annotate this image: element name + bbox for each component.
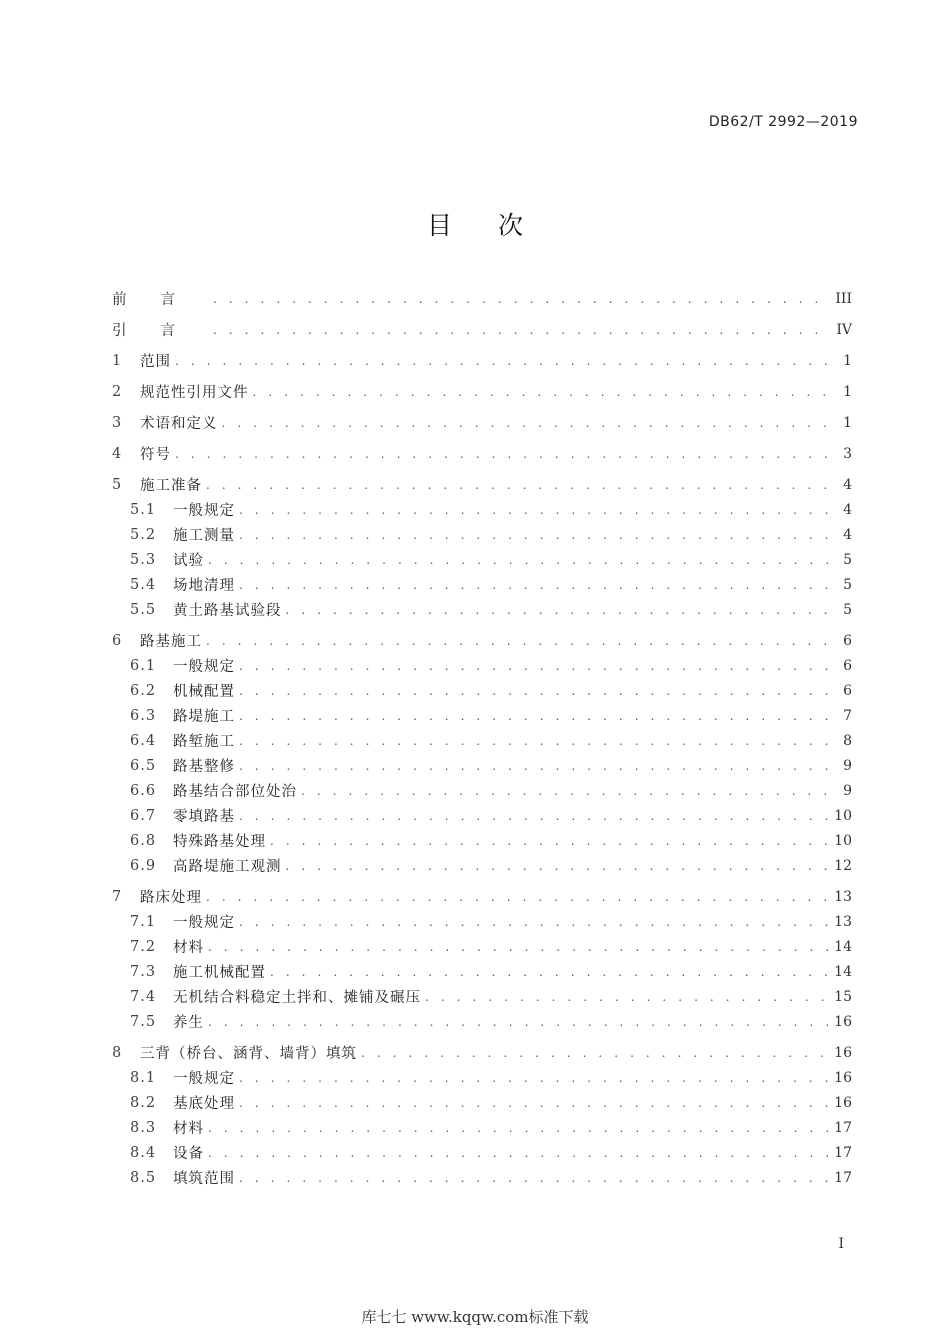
toc-entry-label: 零填路基 (173, 809, 235, 825)
toc-entry-label: 路床处理 (140, 890, 202, 906)
toc-entry[interactable] (112, 286, 852, 311)
toc-entry[interactable] (112, 909, 852, 934)
toc-leader-dots (239, 1171, 828, 1185)
toc-entry[interactable] (112, 828, 852, 853)
toc-entry-page: 9 (843, 782, 852, 799)
toc-leader-dots (301, 784, 830, 798)
toc-entry-number: 7.3 (130, 963, 157, 980)
toc-entry-page: 4 (843, 526, 852, 543)
toc-entry-page: 16 (834, 1044, 852, 1061)
toc-entry-label: 路基整修 (173, 759, 235, 775)
toc-entry-page: 14 (834, 938, 852, 955)
toc-leader-dots (239, 684, 830, 698)
toc-entry-page: 5 (843, 551, 852, 568)
toc-entry[interactable] (112, 547, 852, 572)
toc-entry-page: 5 (843, 576, 852, 593)
toc-entry-label: 前言 (112, 292, 209, 308)
toc-entry-page: 3 (843, 445, 852, 462)
toc-entry[interactable] (112, 1065, 852, 1090)
toc-entry-label: 规范性引用文件 (140, 385, 249, 401)
toc-leader-dots (253, 385, 831, 399)
toc-entry-page: 6 (843, 632, 852, 649)
toc-entry-page: 12 (834, 857, 852, 874)
toc-entry-label: 一般规定 (173, 1071, 235, 1087)
toc-entry[interactable] (112, 497, 852, 522)
toc-entry-page: III (835, 290, 852, 307)
toc-entry-page: 13 (834, 913, 852, 930)
toc-leader-dots (239, 915, 828, 929)
toc-entry-label: 术语和定义 (140, 416, 218, 432)
toc-leader-dots (361, 1046, 828, 1060)
toc-leader-dots (239, 578, 830, 592)
toc-entry[interactable] (112, 597, 852, 622)
toc-leader-dots (239, 1096, 828, 1110)
toc-entry-page: 10 (834, 832, 852, 849)
toc-leader-dots (239, 809, 828, 823)
toc-entry-number: 5 (112, 476, 122, 493)
toc-leader-dots (175, 447, 830, 461)
toc-entry[interactable] (112, 728, 852, 753)
toc-entry-page: 8 (843, 732, 852, 749)
toc-entry[interactable] (112, 1140, 852, 1165)
toc-entry[interactable] (112, 522, 852, 547)
toc-entry-label: 设备 (173, 1146, 204, 1162)
toc-leader-dots (213, 323, 830, 337)
toc-leader-dots (239, 503, 830, 517)
toc-entry-number: 5.4 (130, 576, 157, 593)
toc-entry-page: 7 (843, 707, 852, 724)
toc-leader-dots (208, 553, 830, 567)
toc-entry-page: 16 (834, 1094, 852, 1111)
toc-entry-number: 2 (112, 383, 122, 400)
toc-entry[interactable] (112, 472, 852, 497)
toc-entry-label: 填筑范围 (173, 1171, 235, 1187)
table-of-contents (112, 286, 852, 1190)
toc-entry[interactable] (112, 778, 852, 803)
toc-entry-number: 8 (112, 1044, 122, 1061)
toc-leader-dots (208, 1146, 828, 1160)
toc-entry-label: 黄土路基试验段 (173, 603, 282, 619)
toc-leader-dots (208, 1015, 828, 1029)
toc-entry-label: 路堑施工 (173, 734, 235, 750)
toc-entry-label: 范围 (140, 354, 171, 370)
toc-entry[interactable] (112, 317, 852, 342)
toc-entry-page: 15 (834, 988, 852, 1005)
toc-leader-dots (239, 759, 830, 773)
toc-entry[interactable] (112, 803, 852, 828)
toc-entry-page: 4 (843, 476, 852, 493)
toc-entry-number: 6.7 (130, 807, 157, 824)
toc-leader-dots (208, 1121, 828, 1135)
toc-entry-label: 特殊路基处理 (173, 834, 266, 850)
toc-entry-number: 6.6 (130, 782, 157, 799)
toc-entry-number: 8.4 (130, 1144, 157, 1161)
toc-leader-dots (206, 634, 830, 648)
toc-entry[interactable] (112, 441, 852, 466)
toc-entry-label: 施工测量 (173, 528, 235, 544)
toc-entry-page: 17 (834, 1144, 852, 1161)
toc-entry-label: 养生 (173, 1015, 204, 1031)
toc-entry-page: 6 (843, 682, 852, 699)
toc-entry-number: 6.4 (130, 732, 157, 749)
toc-leader-dots (270, 834, 828, 848)
toc-entry[interactable] (112, 884, 852, 909)
toc-entry[interactable] (112, 753, 852, 778)
toc-entry-label: 试验 (173, 553, 204, 569)
toc-entry[interactable] (112, 1115, 852, 1140)
toc-entry[interactable] (112, 1009, 852, 1034)
toc-entry-label: 场地清理 (173, 578, 235, 594)
toc-entry[interactable] (112, 1090, 852, 1115)
toc-entry-number: 1 (112, 352, 122, 369)
toc-entry-number: 6.3 (130, 707, 157, 724)
toc-entry[interactable] (112, 653, 852, 678)
toc-entry-page: 9 (843, 757, 852, 774)
toc-entry[interactable] (112, 703, 852, 728)
toc-entry-number: 7.4 (130, 988, 157, 1005)
toc-leader-dots (239, 528, 830, 542)
toc-entry-page: 4 (843, 501, 852, 518)
toc-entry-number: 6.5 (130, 757, 157, 774)
toc-entry-number: 6.1 (130, 657, 157, 674)
toc-entry[interactable] (112, 348, 852, 373)
toc-entry-number: 7.5 (130, 1013, 157, 1030)
toc-entry-label: 引言 (112, 323, 209, 339)
toc-entry-number: 6.9 (130, 857, 157, 874)
toc-entry-number: 8.5 (130, 1169, 157, 1186)
toc-entry-label: 一般规定 (173, 915, 235, 931)
toc-entry[interactable] (112, 934, 852, 959)
page-number: I (838, 1236, 844, 1252)
toc-entry[interactable] (112, 959, 852, 984)
toc-leader-dots (222, 416, 831, 430)
document-code: DB62/T 2992—2019 (708, 114, 858, 130)
toc-leader-dots (425, 990, 828, 1004)
toc-entry[interactable] (112, 984, 852, 1009)
toc-entry-number: 8.1 (130, 1069, 157, 1086)
toc-entry-number: 8.2 (130, 1094, 157, 1111)
toc-leader-dots (239, 1071, 828, 1085)
toc-leader-dots (175, 354, 830, 368)
toc-entry-label: 符号 (140, 447, 171, 463)
toc-entry-page: 13 (834, 888, 852, 905)
toc-entry-page: 1 (843, 352, 852, 369)
toc-entry[interactable] (112, 678, 852, 703)
toc-entry-number: 5.3 (130, 551, 157, 568)
toc-leader-dots (206, 890, 828, 904)
toc-leader-dots (286, 859, 829, 873)
toc-entry-label: 路堤施工 (173, 709, 235, 725)
toc-leader-dots (239, 709, 830, 723)
toc-entry-label: 路基施工 (140, 634, 202, 650)
toc-entry-label: 高路堤施工观测 (173, 859, 282, 875)
toc-entry-label: 一般规定 (173, 503, 235, 519)
toc-entry-number: 6 (112, 632, 122, 649)
toc-leader-dots (286, 603, 831, 617)
toc-entry-label: 施工准备 (140, 478, 202, 494)
toc-entry-number: 7.1 (130, 913, 157, 930)
toc-entry-page: 1 (843, 383, 852, 400)
toc-entry-label: 路基结合部位处治 (173, 784, 297, 800)
toc-entry-page: 10 (834, 807, 852, 824)
toc-entry-label: 施工机械配置 (173, 965, 266, 981)
toc-entry-label: 材料 (173, 940, 204, 956)
toc-leader-dots (270, 965, 828, 979)
page-title: 目次 (426, 211, 569, 240)
toc-entry-number: 6.2 (130, 682, 157, 699)
toc-entry-label: 基底处理 (173, 1096, 235, 1112)
toc-entry-label: 三背（桥台、涵背、墙背）填筑 (140, 1046, 357, 1062)
toc-entry[interactable] (112, 853, 852, 878)
toc-entry[interactable] (112, 572, 852, 597)
toc-entry-page: 5 (843, 601, 852, 618)
toc-entry[interactable] (112, 410, 852, 435)
toc-entry[interactable] (112, 1165, 852, 1190)
toc-entry-page: 17 (834, 1169, 852, 1186)
toc-leader-dots (206, 478, 830, 492)
toc-entry-page: 17 (834, 1119, 852, 1136)
toc-entry-label: 无机结合料稳定土拌和、摊铺及碾压 (173, 990, 421, 1006)
toc-entry-number: 5.1 (130, 501, 157, 518)
toc-leader-dots (208, 940, 828, 954)
toc-leader-dots (213, 292, 829, 306)
toc-entry-label: 一般规定 (173, 659, 235, 675)
toc-entry[interactable] (112, 379, 852, 404)
toc-entry-page: 1 (843, 414, 852, 431)
toc-entry-number: 5.5 (130, 601, 157, 618)
toc-entry-page: 16 (834, 1013, 852, 1030)
toc-leader-dots (239, 734, 830, 748)
toc-entry-number: 7.2 (130, 938, 157, 955)
watermark-text: 库七七 www.kqqw.com标准下载 (361, 1308, 589, 1326)
toc-entry-number: 6.8 (130, 832, 157, 849)
toc-entry-page: 6 (843, 657, 852, 674)
toc-entry[interactable] (112, 628, 852, 653)
toc-entry-number: 8.3 (130, 1119, 157, 1136)
toc-entry-number: 7 (112, 888, 122, 905)
toc-entry-page: 14 (834, 963, 852, 980)
toc-leader-dots (239, 659, 830, 673)
toc-entry-page: 16 (834, 1069, 852, 1086)
toc-entry[interactable] (112, 1040, 852, 1065)
toc-entry-number: 3 (112, 414, 122, 431)
toc-entry-number: 4 (112, 445, 122, 462)
toc-entry-number: 5.2 (130, 526, 157, 543)
toc-entry-label: 机械配置 (173, 684, 235, 700)
toc-entry-label: 材料 (173, 1121, 204, 1137)
toc-entry-page: IV (836, 321, 852, 338)
